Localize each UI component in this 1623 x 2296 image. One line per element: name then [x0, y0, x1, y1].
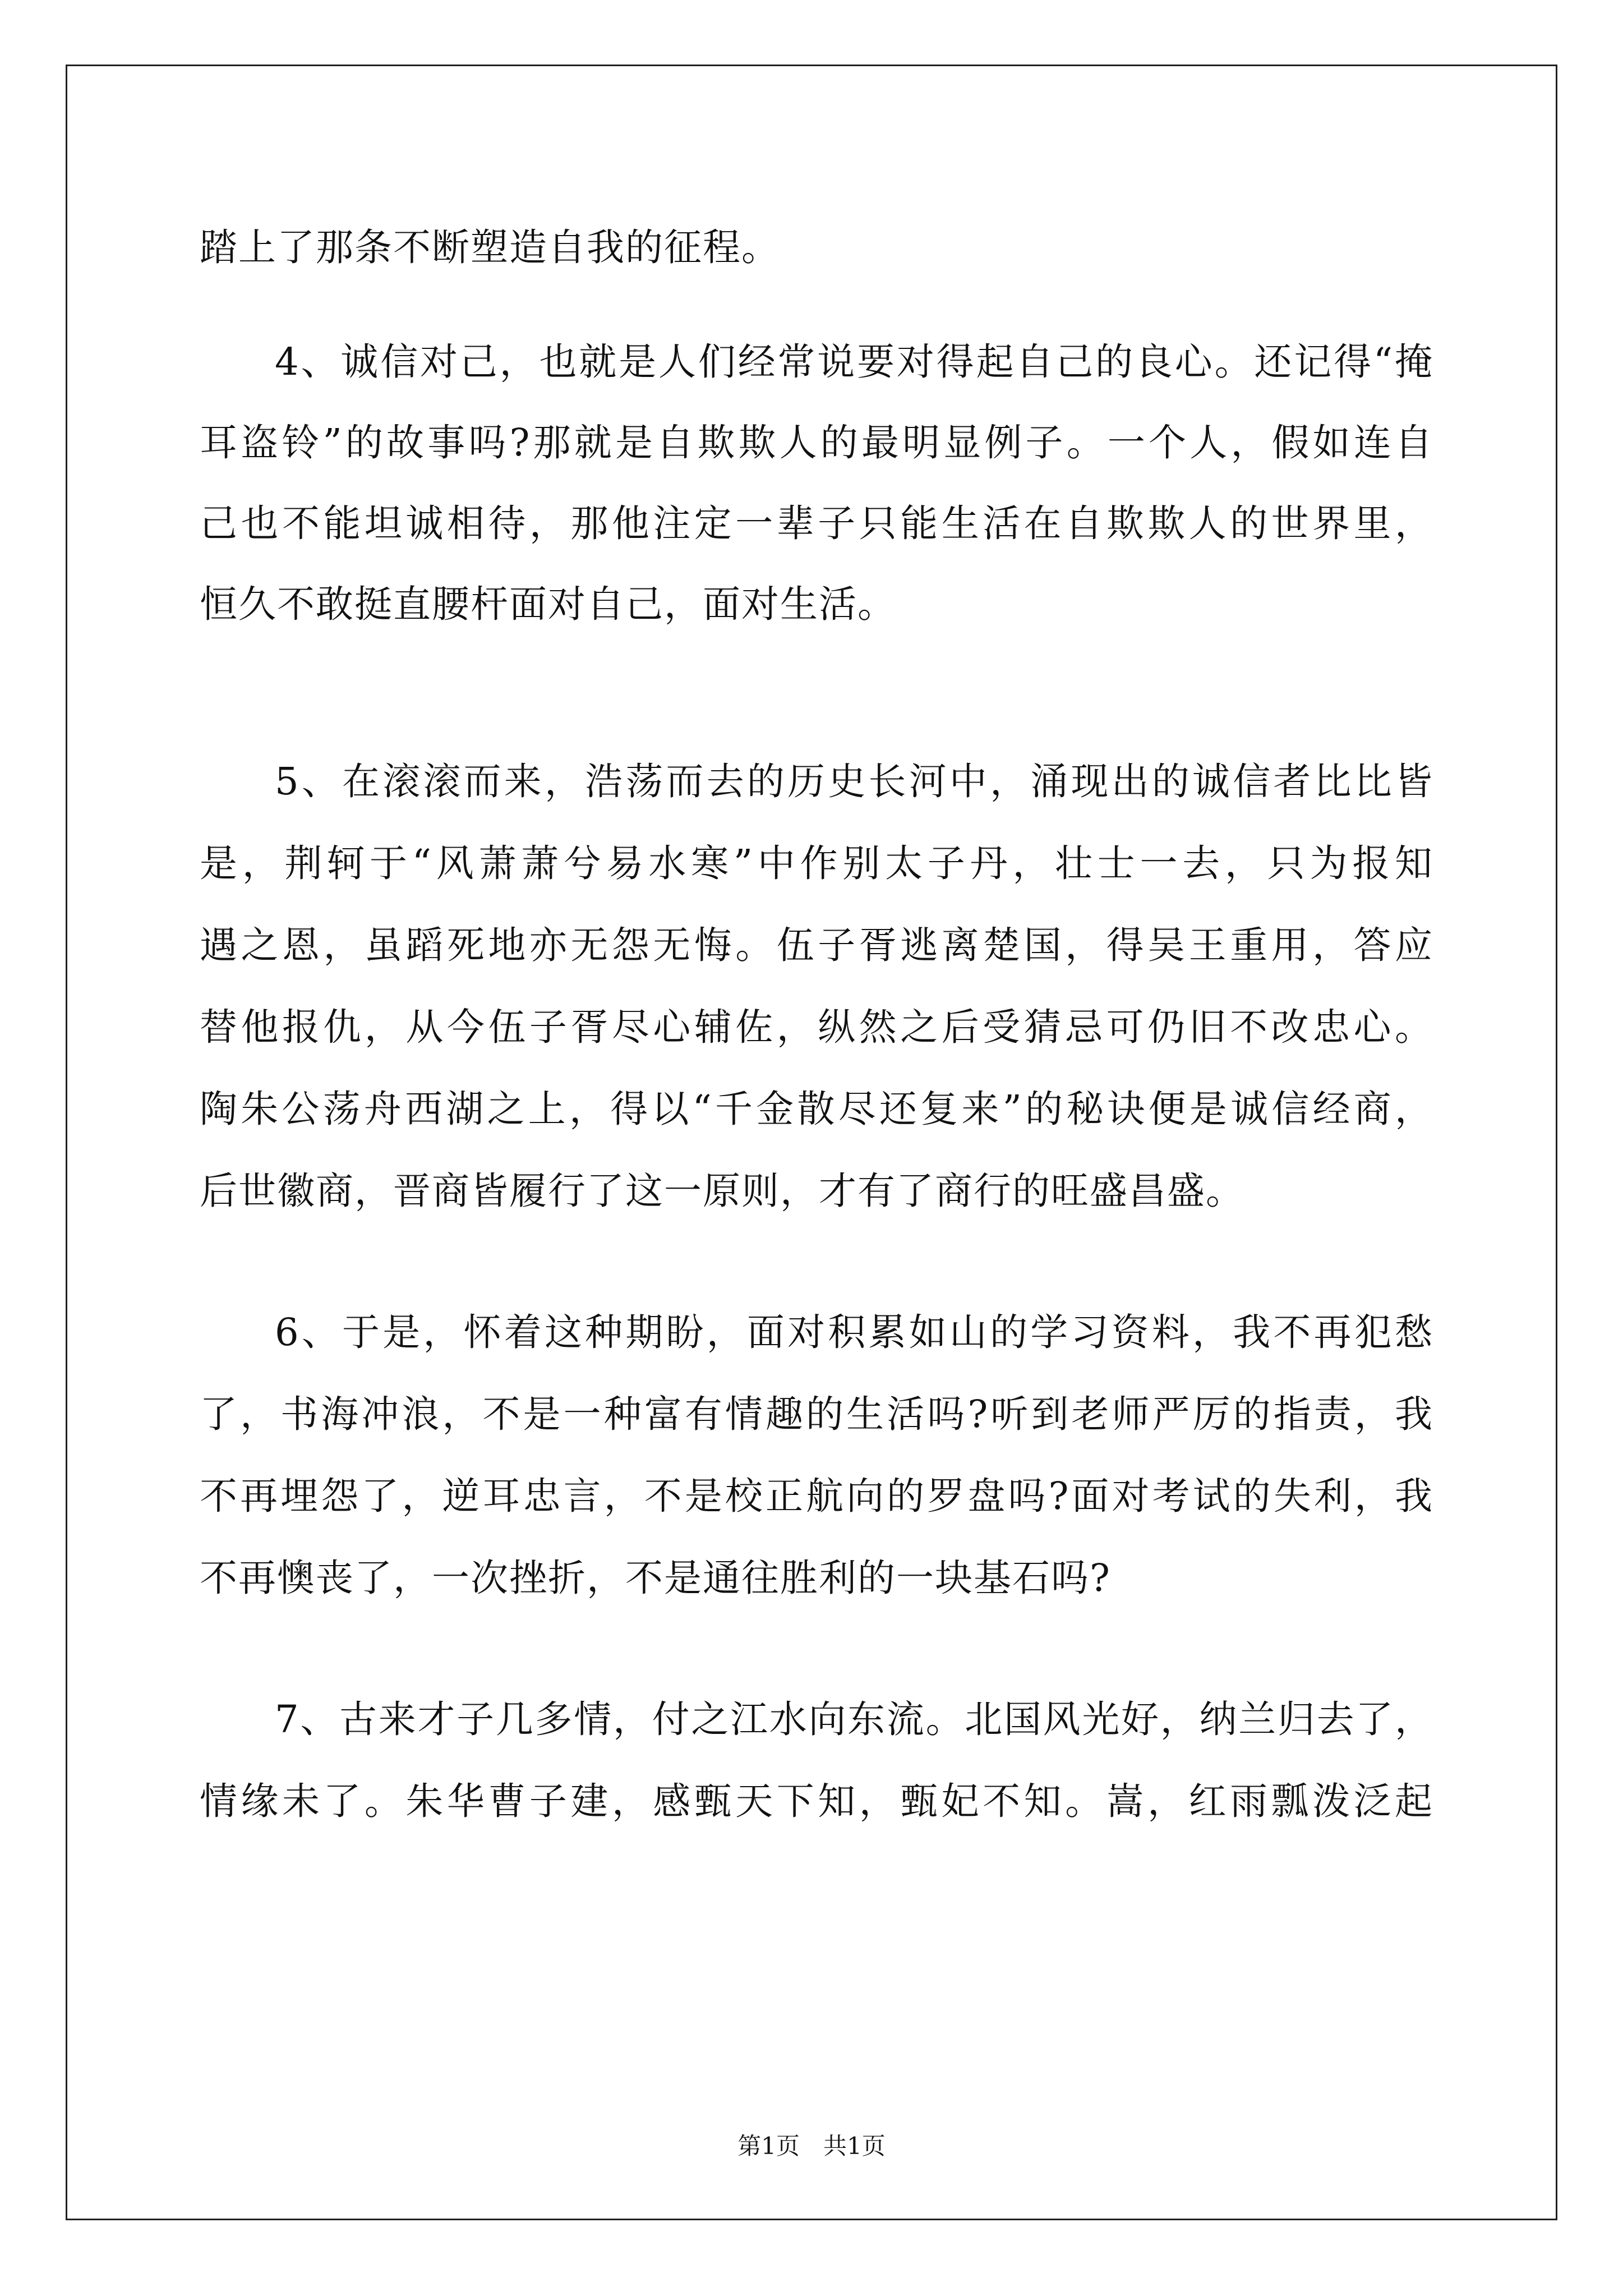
paragraph-5-line-5: 陶朱公荡舟西湖之上，得以“千金散尽还复来”的秘诀便是诚信经商，: [200, 1087, 1433, 1131]
page-footer: 第1页 共1页: [737, 2132, 886, 2160]
paragraph-3-line-end: 踏上了那条不断塑造自我的征程。: [200, 226, 780, 269]
paragraph-5-line-1: 5、在滚滚而来，浩荡而去的历史长河中，涌现出的诚信者比比皆: [275, 760, 1433, 803]
paragraph-7-line-2: 情缘未了。朱华曹子建，感甄天下知，甄妃不知。嵩，红雨瓢泼泛起: [200, 1779, 1433, 1823]
paragraph-4-line-4: 恒久不敢挺直腰杆面对自己，面对生活。: [200, 582, 896, 626]
paragraph-4-line-2: 耳盗铃”的故事吗?那就是自欺欺人的最明显例子。一个人，假如连自: [200, 421, 1433, 464]
paragraph-5-line-4: 替他报仇，从今伍子胥尽心辅佐，纵然之后受猜忌可仍旧不改忠心。: [200, 1005, 1433, 1049]
paragraph-5-line-3: 遇之恩，虽蹈死地亦无怨无悔。伍子胥逃离楚国，得吴王重用，答应: [200, 923, 1433, 967]
paragraph-4-line-3: 己也不能坦诚相待，那他注定一辈子只能生活在自欺欺人的世界里，: [200, 501, 1433, 545]
paragraph-6-line-1: 6、于是，怀着这种期盼，面对积累如山的学习资料，我不再犯愁: [275, 1310, 1433, 1354]
paragraph-5-line-2: 是，荆轲于“风萧萧兮易水寒”中作别太子丹，壮士一去，只为报知: [200, 841, 1433, 885]
paragraph-6-line-3: 不再埋怨了，逆耳忠言，不是校正航向的罗盘吗?面对考试的失利，我: [200, 1474, 1433, 1518]
paragraph-6-line-2: 了，书海冲浪，不是一种富有情趣的生活吗?听到老师严厉的指责，我: [200, 1392, 1433, 1436]
paragraph-5-line-6: 后世徽商，晋商皆履行了这一原则，才有了商行的旺盛昌盛。: [200, 1169, 1244, 1213]
paragraph-7-line-1: 7、古来才子几多情，付之江水向东流。北国风光好，纳兰归去了，: [275, 1697, 1433, 1741]
paragraph-4-line-1: 4、诚信对己，也就是人们经常说要对得起自己的良心。还记得“掩: [275, 340, 1433, 384]
paragraph-6-line-4: 不再懊丧了，一次挫折，不是通往胜利的一块基石吗?: [200, 1556, 1111, 1600]
